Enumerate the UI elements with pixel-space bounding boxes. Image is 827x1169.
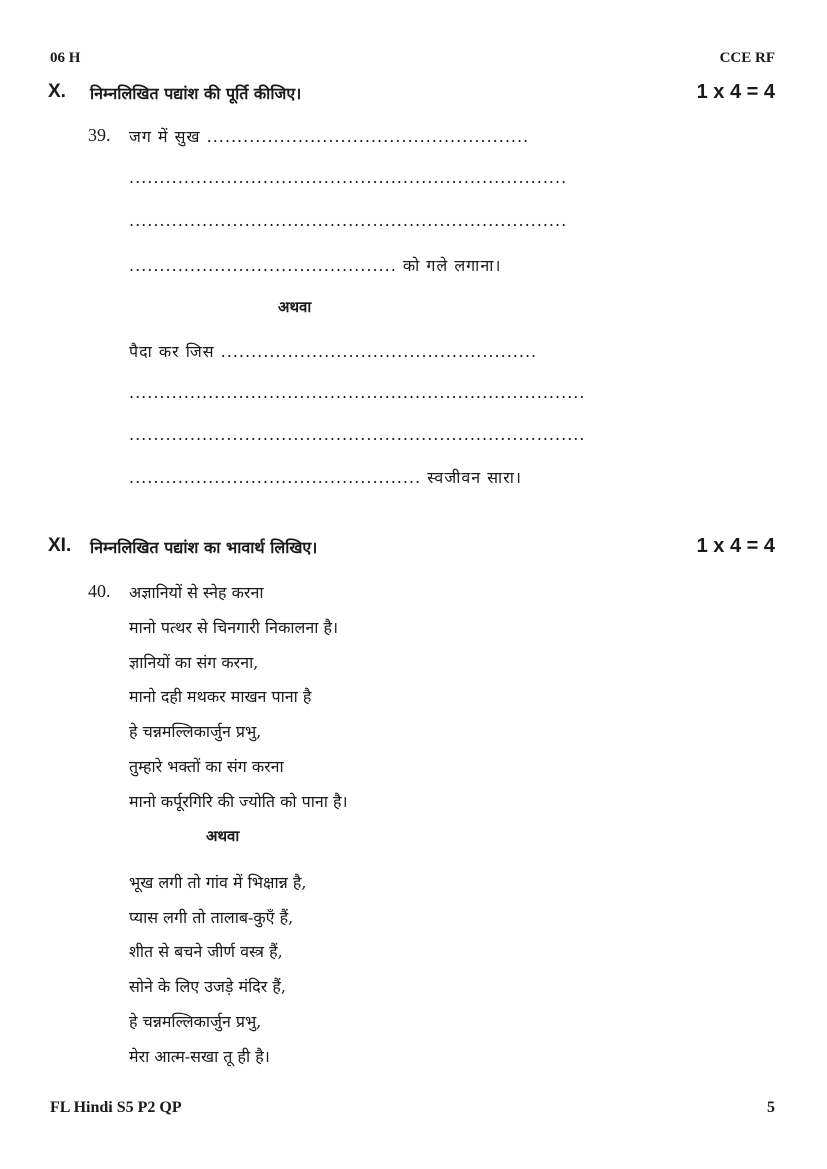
section-xi-title: निम्नलिखित पद्यांश का भावार्थ लिखिए।: [90, 538, 318, 557]
paper-code: CCE RF: [719, 50, 775, 66]
poem-line: ...........................................................................: [129, 383, 586, 402]
poem-line: हे चन्नमल्लिकार्जुन प्रभु,: [129, 722, 262, 741]
poem-line: मानो पत्थर से चिनगारी निकालना है।: [129, 618, 339, 637]
poem-line: ...........................................................................: [129, 425, 586, 444]
poem-line: मानो कर्पूरगिरि की ज्योति को पाना है।: [129, 792, 348, 811]
poem-line: ........................................................................: [129, 168, 568, 187]
poem-line: अज्ञानियों से स्नेह करना: [129, 583, 264, 602]
poem-line: ज्ञानियों का संग करना,: [129, 653, 259, 672]
poem-line: ........................................................................: [129, 211, 568, 230]
poem-line: जग में सुख .....................................................: [129, 127, 530, 146]
or-label: अथवा: [206, 827, 240, 845]
poem-line: सोने के लिए उजड़े मंदिर हैं,: [129, 977, 286, 996]
section-xi-number: XI.: [48, 535, 72, 556]
poem-line: पैदा कर जिस ....................................................: [129, 342, 538, 361]
poem-line: भूख लगी तो गांव में भिक्षान्न है,: [129, 873, 307, 892]
question-39-number: 39.: [88, 125, 111, 145]
section-x-title: निम्नलिखित पद्यांश की पूर्ति कीजिए।: [90, 84, 302, 103]
poem-line: तुम्हारे भक्तों का संग करना: [129, 757, 284, 776]
poem-line: हे चन्नमल्लिकार्जुन प्रभु,: [129, 1012, 262, 1031]
poem-line: मेरा आत्म-सखा तू ही है।: [129, 1047, 270, 1066]
question-40-number: 40.: [88, 581, 111, 601]
paper-title: FL Hindi S5 P2 QP: [50, 1099, 182, 1116]
poem-line: ................................................ स्वजीवन सारा।: [129, 468, 522, 487]
poem-line: ............................................ को गले लगाना।: [129, 256, 502, 275]
poem-line: शीत से बचने जीर्ण वस्त्र हैं,: [129, 942, 283, 961]
section-xi-marks: 1 x 4 = 4: [696, 535, 775, 557]
poem-line: प्यास लगी तो तालाब-कुएँ हैं,: [129, 908, 294, 927]
section-x-number: X.: [48, 81, 66, 102]
page-code: 06 H: [50, 50, 81, 66]
section-x-marks: 1 x 4 = 4: [696, 81, 775, 103]
page-number: 5: [767, 1099, 775, 1116]
poem-line: मानो दही मथकर माखन पाना है: [129, 687, 312, 706]
or-label: अथवा: [278, 298, 312, 316]
